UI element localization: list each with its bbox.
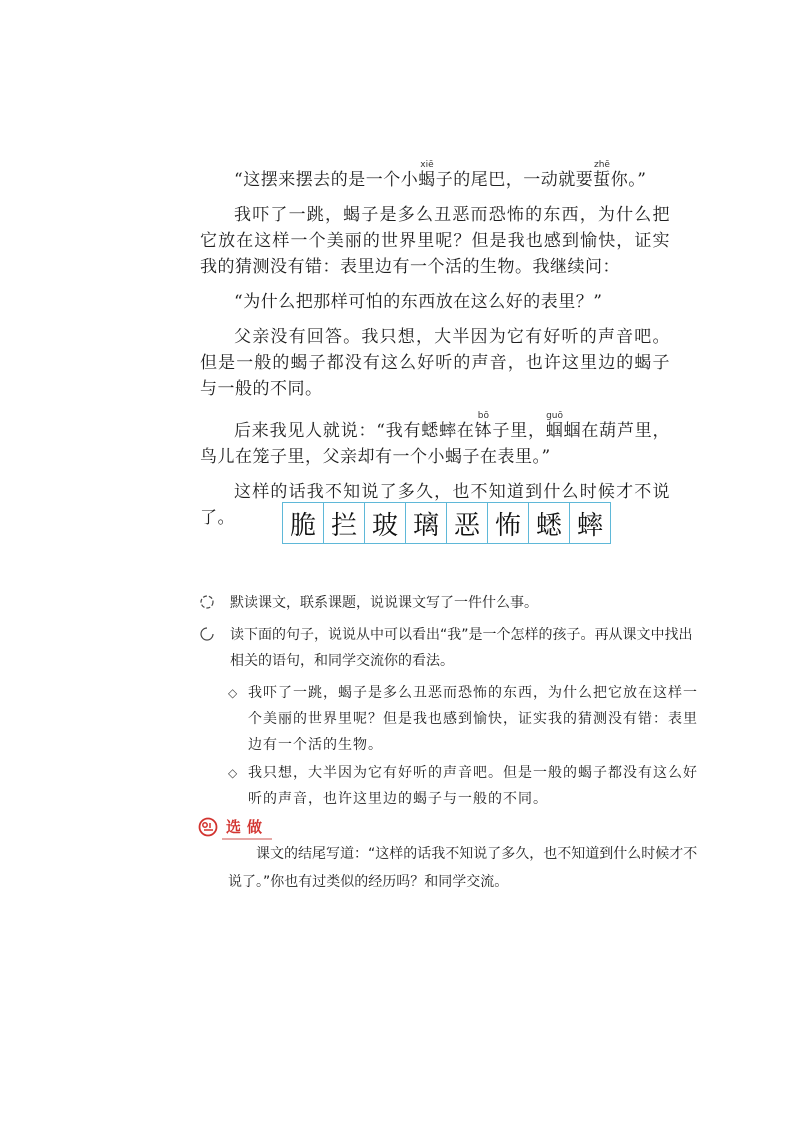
paragraph-3: “为什么把那样可怕的东西放在这么好的表里？” xyxy=(234,292,603,312)
pinyin-bo: 钵bō xyxy=(474,411,493,441)
passage xyxy=(200,160,670,540)
char-cell: 怖 xyxy=(488,503,529,543)
question-1-text: 默读课文，联系课题，说说课文写了一件什么事。 xyxy=(230,595,538,611)
paragraph-1: “这摆来摆去的是一个小蝎xiē子的尾巴，一动就要蜇zhē你。” xyxy=(234,160,647,190)
paragraph-5: 后来我见人就说：“我有蟋蟀在钵bō子里，蝈guō蝈在葫芦里，鸟儿在笼子里，父亲却有一个小蝎子在表里。” xyxy=(200,411,671,467)
char-cell: 玻 xyxy=(365,503,406,543)
question-circle-icon xyxy=(200,627,214,641)
optional-label: 选做 xyxy=(226,818,269,836)
question-circle-icon xyxy=(200,595,214,609)
char-cell: 蟋 xyxy=(529,503,570,543)
diamond-bullet-icon: ◇ xyxy=(228,766,239,780)
pinyin-xie: 蝎xiē xyxy=(418,160,436,190)
paragraph-2: 我吓了一跳，蝎子是多么丑恶而恐怖的东西，为什么把它放在这样一个美丽的世界里呢？但是我也感到愉快，证实我的猜测没有错：表里边有一个活的生物。我继续问： xyxy=(200,205,670,277)
pinyin-zhe: 蜇zhē xyxy=(593,160,611,190)
char-cell: 蟀 xyxy=(576,510,603,541)
paragraph-6: 这样的话我不知说了多久，也不知道到什么时候才不说了。 xyxy=(200,482,670,528)
optional-task-icon xyxy=(198,817,218,837)
diamond-bullet-icon: ◇ xyxy=(228,686,239,700)
question-2 xyxy=(200,622,700,674)
char-cell: 拦 xyxy=(324,503,365,543)
pinyin-guo: 蝈guō xyxy=(545,411,564,441)
character-grid xyxy=(282,502,611,544)
paragraph-4: 父亲没有回答。我只想，大半因为它有好听的声音吧。但是一般的蝎子都没有这么好听的声音，也许这里边的蝎子与一般的不同。 xyxy=(200,327,670,399)
quoted-sentences xyxy=(228,680,698,814)
char-cell: 恶 xyxy=(447,503,488,543)
list-item: ◇ 我只想，大半因为它有好听的声音吧。但是一般的蝎子都没有这么好听的声音，也许这里边的蝎子与一般的不同。 xyxy=(228,760,698,812)
char-cell: 脆 xyxy=(283,503,324,543)
char-cell: 璃 xyxy=(406,503,447,543)
question-1 xyxy=(200,590,700,616)
optional-task-text: 课文的结尾写道：“这样的话我不知说了多久，也不知道到什么时候才不说了。”你也有过类似的经历吗？和同学交流。 xyxy=(228,846,698,890)
list-item: ◇ 我吓了一跳，蝎子是多么丑恶而恐怖的东西，为什么把它放在这样一个美丽的世界里呢？但是我也感到愉快，证实我的猜测没有错：表里边有一个活的生物。 xyxy=(228,680,698,758)
optional-section-header xyxy=(198,816,268,837)
question-2-text: 读下面的句子，说说从中可以看出“我”是一个怎样的孩子。再从课文中找出相关的语句，和同学交流你的看法。 xyxy=(230,627,693,669)
